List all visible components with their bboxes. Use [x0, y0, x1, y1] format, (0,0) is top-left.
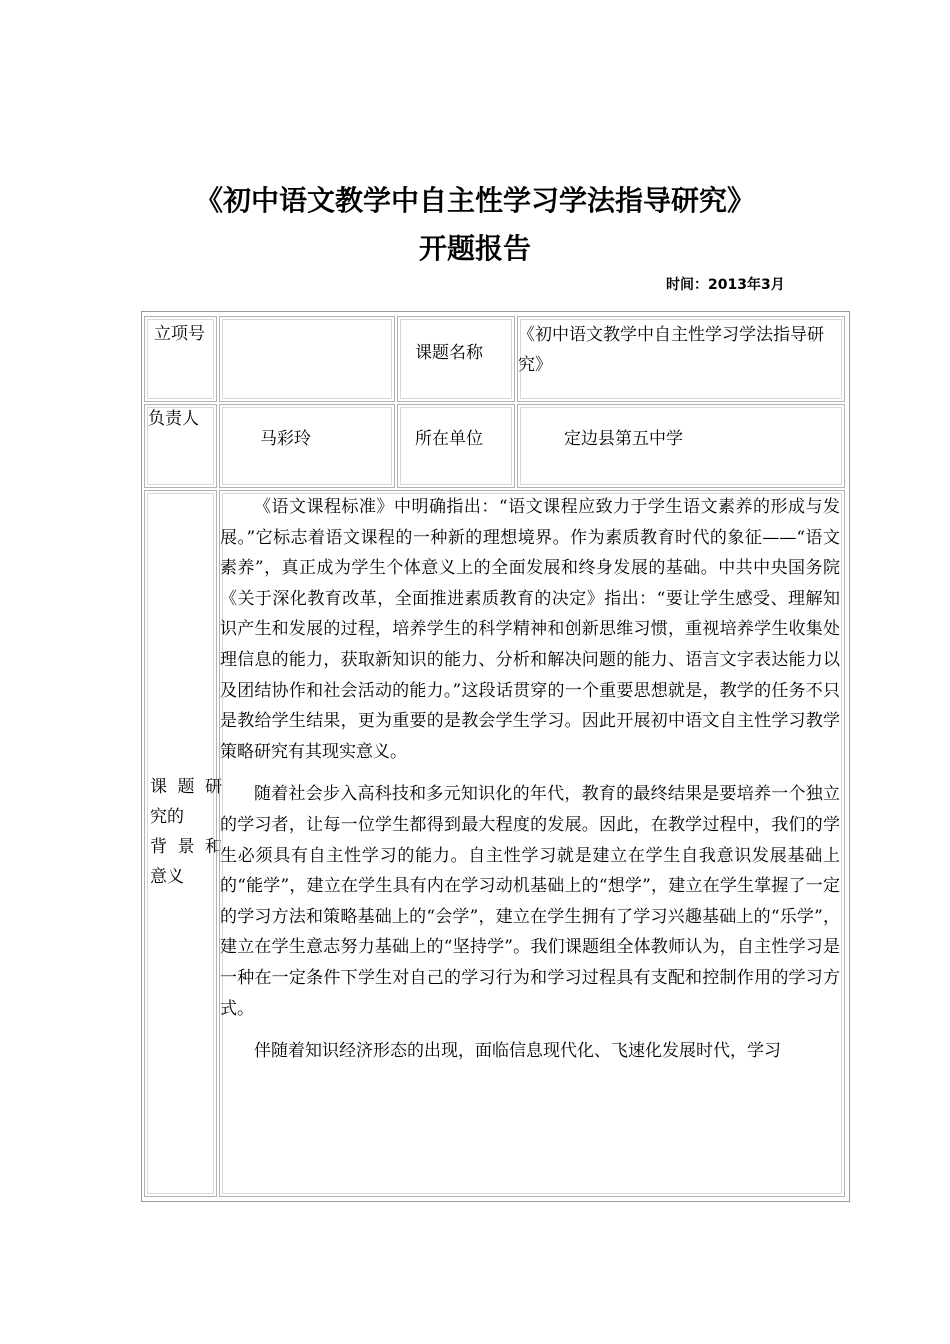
- background-paragraph: 《语文课程标准》中明确指出：“语文课程应致力于学生语文素养的形成与发展。”它标志着语文课程的一种新的理想境界。作为素质教育时代的象征——“语文素养”，真正成为学生个体意义上的全面发展和终身发展的基础。中共中央国务院《关于深化教育改革，全面推进素质教育的决定》指出：“要让学生感受、理解知识产生和发展的过程，培养学生的科学精神和创新思维习惯，重视培养学生收集处理信息的能力，获取新知识的能力、分析和解决问题的能力、语言文字表达能力以及团结协作和社会活动的能力。”这段话贯穿的一个重要思想就是，教学的任务不只是教给学生结果，更为重要的是教会学生学习。因此开展初中语文自主性学习教学策略研究有其现实意义。: [220, 497, 840, 762]
- unit-value-cell: [517, 404, 845, 488]
- background-label-line: 究的: [150, 807, 184, 827]
- background-label-line: 背 景 和: [150, 837, 222, 857]
- unit-value: 定边县第五中学: [564, 429, 683, 449]
- background-paragraph: 伴随着知识经济形态的出现，面临信息现代化、飞速化发展时代，学习: [254, 1041, 781, 1062]
- leader-label: 负责人: [148, 409, 199, 429]
- unit-label: 所在单位: [415, 429, 483, 449]
- topic-name-value-cell: [517, 316, 845, 402]
- background-label-line: 课 题 研: [150, 777, 222, 797]
- background-content-cell: [219, 490, 845, 1197]
- project-no-value-cell: [219, 316, 395, 402]
- leader-value-cell: [219, 404, 395, 488]
- background-label-line: 意义: [150, 867, 184, 887]
- topic-name-label-cell: [397, 316, 515, 402]
- project-no-label-cell: [144, 316, 217, 402]
- report-table: [141, 311, 850, 1202]
- background-text: [220, 492, 840, 1079]
- topic-name-label: 课题名称: [415, 343, 483, 363]
- leader-value: 马彩玲: [260, 429, 311, 449]
- unit-label-cell: [397, 404, 515, 488]
- leader-label-cell: [144, 404, 217, 488]
- background-label-cell: [144, 490, 222, 1197]
- document-title: 《初中语文教学中自主性学习学法指导研究》: [194, 184, 755, 217]
- document-subtitle: 开题报告: [418, 232, 531, 265]
- background-paragraph: 随着社会步入高科技和多元知识化的年代，教育的最终结果是要培养一个独立的学习者，让每一位学生都得到最大程度的发展。因此，在教学过程中，我们的学生必须具有自主性学习的能力。自主性学习就是建立在学生自我意识发展基础上的“能学”，建立在学生具有内在学习动机基础上的“想学”，建立在学生掌握了一定的学习方法和策略基础上的“会学”，建立在学生拥有了学习兴趣基础上的“乐学”，建立在学生意志努力基础上的“坚持学”。我们课题组全体教师认为，自主性学习是一种在一定条件下学生对自己的学习行为和学习过程具有支配和控制作用的学习方式。: [220, 784, 840, 1019]
- project-no-label: 立项号: [154, 324, 205, 344]
- background-label: [150, 772, 222, 892]
- topic-name-value: 《初中语文教学中自主性学习学法指导研究》: [518, 325, 824, 375]
- report-date: 时间：2013年3月: [666, 277, 785, 293]
